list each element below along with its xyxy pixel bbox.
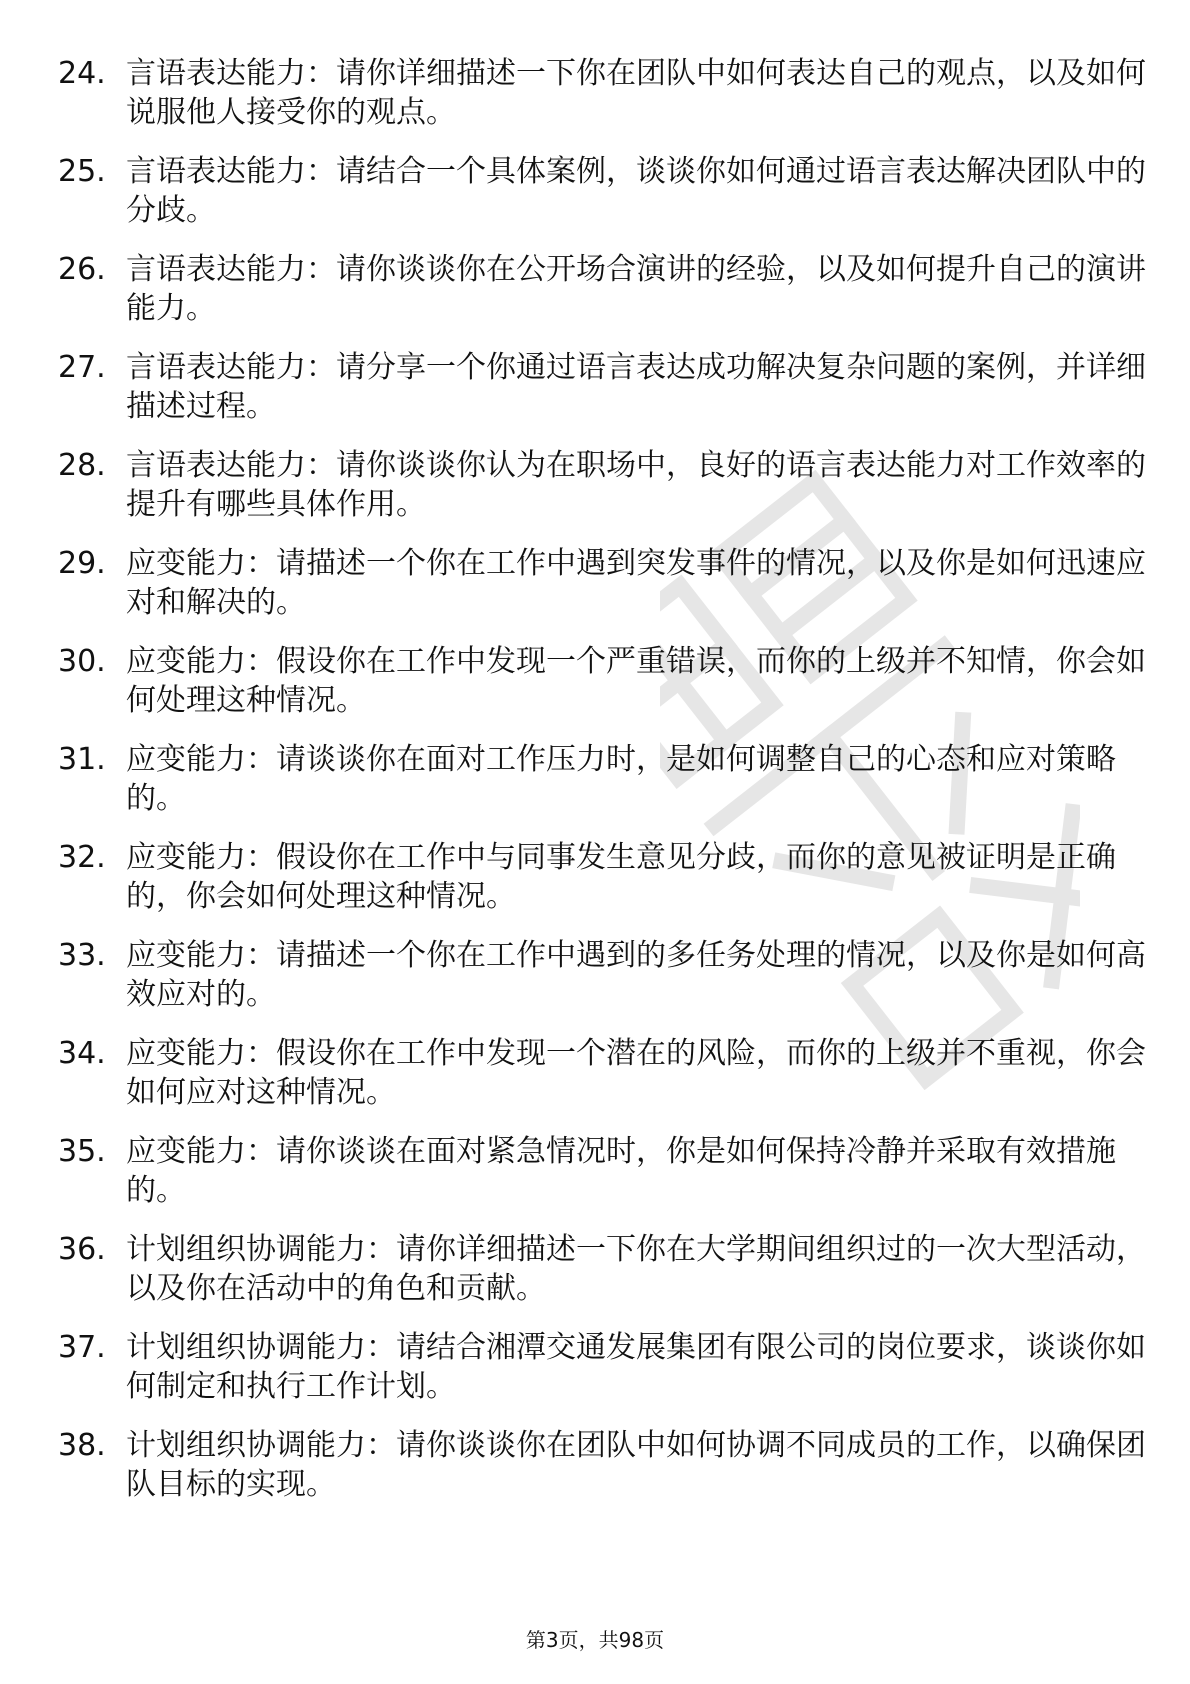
question-text: 计划组织协调能力：请结合湘潭交通发展集团有限公司的岗位要求，谈谈你如何制定和执行工作计划。 — [126, 1330, 1146, 1404]
question-text: 应变能力：请描述一个你在工作中遇到突发事件的情况，以及你是如何迅速应对和解决的。 — [126, 546, 1146, 620]
question-number: 32. — [58, 840, 106, 875]
list-item — [58, 838, 1118, 936]
list-item — [58, 152, 1146, 250]
question-number: 29. — [58, 546, 106, 581]
question-text: 言语表达能力：请你谈谈你在公开场合演讲的经验，以及如何提升自己的演讲能力。 — [126, 252, 1146, 326]
question-number: 27. — [58, 350, 106, 385]
question-number: 35. — [58, 1134, 106, 1169]
question-text: 应变能力：假设你在工作中发现一个潜在的风险，而你的上级并不重视，你会如何应对这种情况。 — [126, 1036, 1146, 1110]
question-number: 38. — [58, 1428, 106, 1463]
question-number: 25. — [58, 154, 106, 189]
question-text: 应变能力：假设你在工作中与同事发生意见分歧，而你的意见被证明是正确的，你会如何处理这种情况。 — [126, 840, 1116, 914]
list-item — [58, 54, 1146, 152]
list-item — [58, 936, 1146, 1034]
list-item — [58, 1328, 1146, 1426]
question-number: 26. — [58, 252, 106, 287]
list-item — [58, 1230, 1146, 1328]
question-number: 36. — [58, 1232, 106, 1267]
question-text: 言语表达能力：请你谈谈你认为在职场中，良好的语言表达能力对工作效率的提升有哪些具体作用。 — [126, 448, 1146, 522]
list-item — [58, 1034, 1146, 1132]
question-text: 言语表达能力：请你详细描述一下你在团队中如何表达自己的观点，以及如何说服他人接受你的观点。 — [126, 56, 1146, 130]
list-item — [58, 250, 1146, 348]
list-item — [58, 446, 1146, 544]
list-item — [58, 1132, 1118, 1230]
question-text: 言语表达能力：请结合一个具体案例，谈谈你如何通过语言表达解决团队中的分歧。 — [126, 154, 1146, 228]
question-text: 计划组织协调能力：请你详细描述一下你在大学期间组织过的一次大型活动，以及你在活动中的角色和贡献。 — [126, 1232, 1146, 1306]
question-number: 33. — [58, 938, 106, 973]
question-number: 28. — [58, 448, 106, 483]
question-number: 30. — [58, 644, 106, 679]
question-list — [58, 54, 1146, 1524]
question-number: 31. — [58, 742, 106, 777]
list-item — [58, 740, 1118, 838]
question-number: 34. — [58, 1036, 106, 1071]
question-text: 言语表达能力：请分享一个你通过语言表达成功解决复杂问题的案例，并详细描述过程。 — [126, 350, 1146, 424]
list-item — [58, 348, 1146, 446]
page-footer — [0, 1624, 1190, 1653]
question-number: 24. — [58, 56, 106, 91]
list-item — [58, 544, 1146, 642]
page-number-label: 第3页，共98页 — [525, 1628, 665, 1652]
question-number: 37. — [58, 1330, 106, 1365]
question-text: 应变能力：请描述一个你在工作中遇到的多任务处理的情况，以及你是如何高效应对的。 — [126, 938, 1146, 1012]
question-text: 应变能力：假设你在工作中发现一个严重错误，而你的上级并不知情，你会如何处理这种情况。 — [126, 644, 1146, 718]
question-text: 应变能力：请谈谈你在面对工作压力时，是如何调整自己的心态和应对策略的。 — [126, 742, 1116, 816]
list-item — [58, 1426, 1146, 1524]
question-text: 计划组织协调能力：请你谈谈你在团队中如何协调不同成员的工作，以确保团队目标的实现。 — [126, 1428, 1146, 1502]
question-text: 应变能力：请你谈谈在面对紧急情况时，你是如何保持冷静并采取有效措施的。 — [126, 1134, 1116, 1208]
list-item — [58, 642, 1146, 740]
